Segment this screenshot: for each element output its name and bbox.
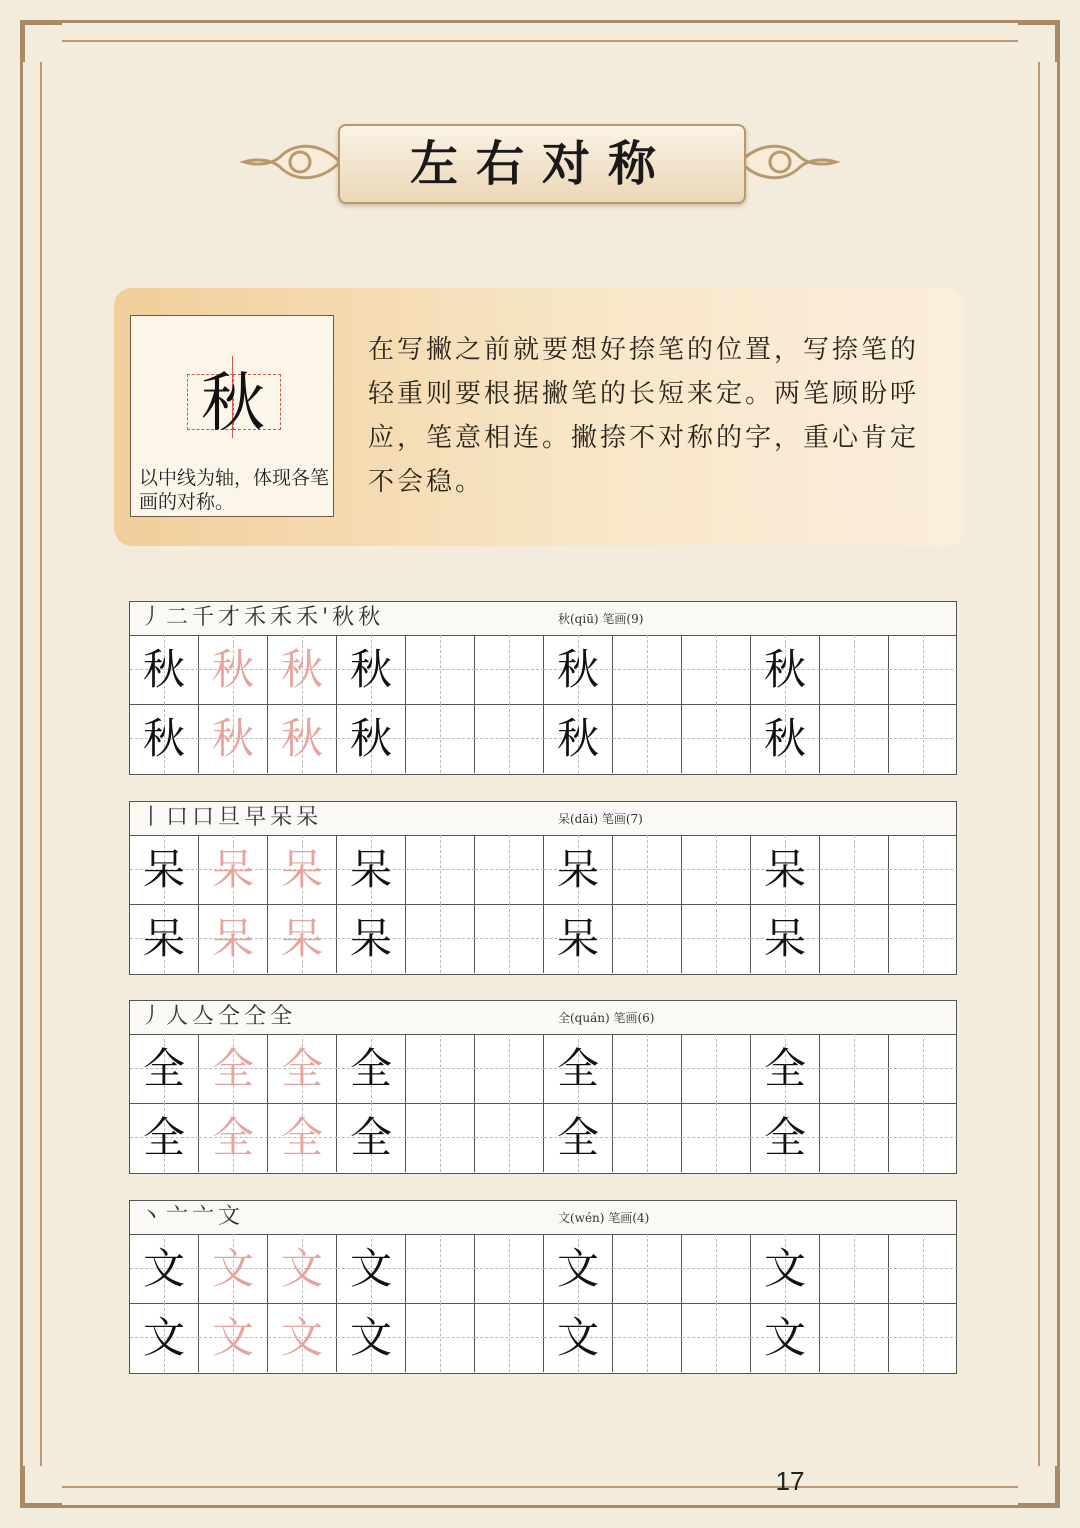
stroke-step: 才	[218, 605, 245, 630]
grid-cell[interactable]	[199, 835, 268, 904]
stroke-step: 呆	[296, 805, 323, 830]
page-title: 左右对称	[409, 136, 674, 192]
grid-cell[interactable]	[544, 704, 613, 773]
grid-cell[interactable]	[682, 1303, 751, 1372]
grid-cell[interactable]	[406, 635, 475, 704]
practice-block	[129, 801, 957, 975]
stroke-step: 丶	[140, 1204, 167, 1229]
example-character: 秋	[201, 367, 265, 441]
model-character: 文	[142, 1244, 185, 1293]
practice-row	[130, 835, 956, 905]
title-banner	[240, 112, 840, 212]
grid-cell[interactable]	[544, 904, 613, 973]
model-character: 文	[556, 1313, 599, 1362]
grid-cell[interactable]	[130, 704, 199, 773]
cell-guide-horizontal	[475, 1068, 544, 1069]
grid-cell[interactable]	[268, 635, 337, 704]
grid-cell[interactable]	[544, 1103, 613, 1172]
stroke-step: 文	[218, 1204, 245, 1229]
stroke-step: 早	[244, 805, 271, 830]
grid-cell[interactable]	[406, 1234, 475, 1303]
trace-character: 秋	[280, 714, 323, 763]
cell-guide-horizontal	[475, 738, 544, 739]
model-character: 全	[349, 1044, 392, 1093]
stroke-step: 丿	[140, 605, 167, 630]
trace-character: 呆	[211, 914, 254, 963]
practice-grid	[130, 835, 956, 973]
grid-cell[interactable]	[820, 1234, 889, 1303]
grid-cell[interactable]	[406, 835, 475, 904]
grid-cell[interactable]	[199, 635, 268, 704]
stroke-step: 丨	[140, 805, 167, 830]
trace-character: 全	[211, 1044, 254, 1093]
cell-guide-horizontal	[406, 869, 475, 870]
model-character: 秋	[763, 645, 806, 694]
stroke-order-header	[130, 602, 956, 636]
page-number: 17	[775, 1466, 805, 1496]
cell-guide-horizontal	[613, 869, 682, 870]
model-character: 全	[763, 1113, 806, 1162]
grid-cell[interactable]	[820, 904, 889, 973]
pinyin-stroke-count: 全(quán) 笔画(6)	[558, 1011, 655, 1025]
stroke-step: 呆	[270, 805, 297, 830]
grid-cell[interactable]	[337, 704, 406, 773]
grid-cell[interactable]	[682, 704, 751, 773]
grid-cell[interactable]	[406, 1303, 475, 1372]
grid-cell[interactable]	[337, 1234, 406, 1303]
grid-cell[interactable]	[613, 635, 682, 704]
cell-guide-horizontal	[889, 738, 958, 739]
practice-row	[130, 635, 956, 705]
grid-cell[interactable]	[337, 904, 406, 973]
grid-cell[interactable]	[475, 835, 544, 904]
grid-cell[interactable]	[544, 1034, 613, 1103]
practice-block	[129, 1200, 957, 1374]
practice-block	[129, 601, 957, 775]
trace-character: 文	[211, 1244, 254, 1293]
grid-cell[interactable]	[130, 1103, 199, 1172]
grid-cell[interactable]	[544, 1234, 613, 1303]
grid-cell[interactable]	[889, 635, 958, 704]
cell-guide-horizontal	[406, 738, 475, 739]
stroke-step: 口	[166, 805, 193, 830]
grid-cell[interactable]	[820, 1103, 889, 1172]
cell-guide-horizontal	[613, 1137, 682, 1138]
cell-guide-horizontal	[889, 1068, 958, 1069]
stroke-order-sequence	[140, 604, 384, 632]
grid-cell[interactable]	[475, 1303, 544, 1372]
model-character: 文	[349, 1244, 392, 1293]
cell-guide-horizontal	[406, 669, 475, 670]
grid-cell[interactable]	[268, 835, 337, 904]
grid-cell[interactable]	[337, 1303, 406, 1372]
stroke-step: 人	[166, 1004, 193, 1029]
grid-cell[interactable]	[268, 704, 337, 773]
practice-grid	[130, 635, 956, 773]
stroke-step: 亠	[166, 1204, 193, 1229]
grid-cell[interactable]	[475, 704, 544, 773]
model-character: 全	[142, 1044, 185, 1093]
stroke-step: 仝	[244, 1004, 271, 1029]
grid-cell[interactable]	[889, 704, 958, 773]
grid-cell[interactable]	[682, 1034, 751, 1103]
model-character: 全	[763, 1044, 806, 1093]
model-character: 秋	[556, 645, 599, 694]
grid-cell[interactable]	[820, 635, 889, 704]
grid-cell[interactable]	[337, 635, 406, 704]
model-character: 呆	[142, 845, 185, 894]
corner-ornament	[22, 1466, 62, 1506]
model-character: 呆	[349, 845, 392, 894]
example-box	[130, 315, 334, 517]
model-character: 文	[556, 1244, 599, 1293]
grid-cell[interactable]	[475, 1103, 544, 1172]
cell-guide-horizontal	[406, 1137, 475, 1138]
stroke-step: 秋	[332, 605, 359, 630]
practice-block	[129, 1000, 957, 1174]
example-note: 以中线为轴，体现各笔画的对称。	[139, 467, 330, 513]
grid-cell[interactable]	[751, 1234, 820, 1303]
grid-cell[interactable]	[613, 1034, 682, 1103]
pinyin-stroke-count: 秋(qiū) 笔画(9)	[558, 612, 644, 626]
cell-guide-horizontal	[820, 1337, 889, 1338]
cell-guide-horizontal	[820, 669, 889, 670]
cell-guide-horizontal	[889, 1137, 958, 1138]
cell-guide-horizontal	[613, 1268, 682, 1269]
grid-cell[interactable]	[613, 704, 682, 773]
model-character: 秋	[349, 714, 392, 763]
cell-guide-horizontal	[475, 1337, 544, 1338]
practice-row	[130, 1234, 956, 1304]
trace-character: 呆	[280, 845, 323, 894]
grid-cell[interactable]	[268, 1234, 337, 1303]
stroke-step: 仝	[218, 1004, 245, 1029]
grid-cell[interactable]	[682, 1234, 751, 1303]
cell-guide-horizontal	[613, 669, 682, 670]
grid-cell[interactable]	[199, 1034, 268, 1103]
stroke-step: 秋	[358, 605, 385, 630]
stroke-step: 旦	[218, 805, 245, 830]
grid-cell[interactable]	[820, 835, 889, 904]
grid-cell[interactable]	[613, 1234, 682, 1303]
grid-cell[interactable]	[544, 635, 613, 704]
grid-cell[interactable]	[406, 1103, 475, 1172]
info-panel	[114, 288, 964, 546]
cell-guide-horizontal	[889, 869, 958, 870]
grid-cell[interactable]	[337, 1103, 406, 1172]
cell-guide-horizontal	[406, 1337, 475, 1338]
grid-cell[interactable]	[406, 904, 475, 973]
cell-guide-horizontal	[406, 1268, 475, 1269]
grid-cell[interactable]	[475, 1234, 544, 1303]
grid-cell[interactable]	[268, 1034, 337, 1103]
grid-cell[interactable]	[406, 704, 475, 773]
cell-guide-horizontal	[682, 1068, 751, 1069]
practice-row	[130, 1103, 956, 1172]
grid-cell[interactable]	[682, 835, 751, 904]
stroke-step: 禾	[244, 605, 271, 630]
practice-grid	[130, 1234, 956, 1372]
cell-guide-horizontal	[889, 1337, 958, 1338]
grid-cell[interactable]	[820, 1303, 889, 1372]
grid-cell[interactable]	[751, 704, 820, 773]
model-character: 秋	[142, 714, 185, 763]
grid-cell[interactable]	[337, 835, 406, 904]
grid-cell[interactable]	[751, 1103, 820, 1172]
grid-cell[interactable]	[613, 1103, 682, 1172]
model-character: 呆	[763, 845, 806, 894]
model-character: 呆	[556, 845, 599, 894]
trace-character: 秋	[211, 645, 254, 694]
grid-cell[interactable]	[889, 1234, 958, 1303]
grid-cell[interactable]	[613, 1303, 682, 1372]
grid-cell[interactable]	[337, 1034, 406, 1103]
grid-cell[interactable]	[682, 1103, 751, 1172]
grid-cell[interactable]	[751, 904, 820, 973]
grid-cell[interactable]	[682, 904, 751, 973]
grid-cell[interactable]	[820, 1034, 889, 1103]
cell-guide-horizontal	[820, 869, 889, 870]
cell-guide-horizontal	[682, 938, 751, 939]
grid-cell[interactable]	[889, 1303, 958, 1372]
grid-cell[interactable]	[613, 835, 682, 904]
grid-cell[interactable]	[130, 1303, 199, 1372]
stroke-order-sequence	[140, 1003, 296, 1031]
practice-grid	[130, 1034, 956, 1172]
grid-cell[interactable]	[820, 704, 889, 773]
stroke-order-header	[130, 802, 956, 836]
trace-character: 呆	[280, 914, 323, 963]
corner-ornament	[1018, 22, 1058, 62]
trace-character: 呆	[211, 845, 254, 894]
model-character: 全	[142, 1113, 185, 1162]
stroke-order-sequence	[140, 804, 322, 832]
model-character: 全	[556, 1113, 599, 1162]
trace-character: 全	[211, 1113, 254, 1162]
grid-cell[interactable]	[889, 1103, 958, 1172]
model-character: 全	[349, 1113, 392, 1162]
cell-guide-horizontal	[820, 738, 889, 739]
corner-ornament	[1018, 1466, 1058, 1506]
grid-cell[interactable]	[268, 904, 337, 973]
cell-guide-horizontal	[682, 1337, 751, 1338]
trace-character: 全	[280, 1044, 323, 1093]
cell-guide-horizontal	[475, 1137, 544, 1138]
cell-guide-horizontal	[613, 1337, 682, 1338]
cell-guide-horizontal	[406, 938, 475, 939]
cell-guide-horizontal	[682, 1268, 751, 1269]
grid-cell[interactable]	[199, 904, 268, 973]
practice-row	[130, 704, 956, 773]
trace-character: 文	[280, 1244, 323, 1293]
model-character: 文	[349, 1313, 392, 1362]
grid-cell[interactable]	[130, 904, 199, 973]
grid-cell[interactable]	[682, 635, 751, 704]
model-character: 文	[142, 1313, 185, 1362]
stroke-step: 禾	[270, 605, 297, 630]
grid-cell[interactable]	[889, 904, 958, 973]
grid-cell[interactable]	[130, 635, 199, 704]
cell-guide-horizontal	[820, 1068, 889, 1069]
cell-guide-horizontal	[613, 938, 682, 939]
stroke-order-header	[130, 1201, 956, 1235]
grid-cell[interactable]	[751, 1303, 820, 1372]
model-character: 秋	[556, 714, 599, 763]
corner-ornament	[22, 22, 62, 62]
cell-guide-horizontal	[613, 738, 682, 739]
model-character: 秋	[349, 645, 392, 694]
cell-guide-horizontal	[820, 938, 889, 939]
grid-cell[interactable]	[751, 635, 820, 704]
grid-cell[interactable]	[475, 1034, 544, 1103]
practice-row	[130, 1034, 956, 1104]
grid-cell[interactable]	[475, 635, 544, 704]
model-character: 呆	[763, 914, 806, 963]
practice-row	[130, 904, 956, 973]
grid-cell[interactable]	[889, 1034, 958, 1103]
cell-guide-horizontal	[475, 669, 544, 670]
stroke-step: 亼	[192, 1004, 219, 1029]
stroke-order-sequence	[140, 1203, 244, 1231]
grid-cell[interactable]	[406, 1034, 475, 1103]
cell-guide-horizontal	[889, 1268, 958, 1269]
model-character: 全	[556, 1044, 599, 1093]
pinyin-stroke-count: 呆(dāi) 笔画(7)	[558, 812, 643, 826]
grid-cell[interactable]	[544, 1303, 613, 1372]
practice-row	[130, 1303, 956, 1372]
grid-cell[interactable]	[199, 1303, 268, 1372]
title-box	[338, 124, 746, 204]
cell-guide-horizontal	[889, 938, 958, 939]
cell-guide-horizontal	[682, 738, 751, 739]
trace-character: 文	[211, 1313, 254, 1362]
cell-guide-horizontal	[475, 869, 544, 870]
trace-character: 全	[280, 1113, 323, 1162]
model-character: 秋	[142, 645, 185, 694]
grid-cell[interactable]	[130, 1034, 199, 1103]
trace-character: 文	[280, 1313, 323, 1362]
cell-guide-horizontal	[820, 1268, 889, 1269]
cell-guide-horizontal	[682, 1137, 751, 1138]
model-character: 文	[763, 1313, 806, 1362]
grid-cell[interactable]	[544, 835, 613, 904]
cell-guide-horizontal	[889, 669, 958, 670]
model-character: 呆	[556, 914, 599, 963]
cell-guide-horizontal	[406, 1068, 475, 1069]
cell-guide-horizontal	[475, 938, 544, 939]
grid-cell[interactable]	[268, 1103, 337, 1172]
grid-cell[interactable]	[889, 835, 958, 904]
stroke-step: 二	[166, 605, 193, 630]
cell-guide-horizontal	[820, 1137, 889, 1138]
grid-cell[interactable]	[613, 904, 682, 973]
stroke-step: 全	[270, 1004, 297, 1029]
stroke-step: 丿	[140, 1004, 167, 1029]
grid-cell[interactable]	[199, 1234, 268, 1303]
model-character: 文	[763, 1244, 806, 1293]
pinyin-stroke-count: 文(wén) 笔画(4)	[558, 1211, 650, 1225]
trace-character: 秋	[211, 714, 254, 763]
stroke-step: 口	[192, 805, 219, 830]
grid-cell[interactable]	[751, 1034, 820, 1103]
cell-guide-horizontal	[475, 1268, 544, 1269]
technique-description: 在写撇之前就要想好捺笔的位置，写捺笔的轻重则要根据撇笔的长短来定。两笔顾盼呼应，笔意相连。撇捺不对称的字，重心肯定不会稳。	[368, 335, 920, 497]
model-character: 呆	[142, 914, 185, 963]
model-character: 秋	[763, 714, 806, 763]
trace-character: 秋	[280, 645, 323, 694]
cell-guide-horizontal	[682, 669, 751, 670]
cell-guide-horizontal	[682, 869, 751, 870]
grid-cell[interactable]	[751, 835, 820, 904]
stroke-step: 千	[192, 605, 219, 630]
grid-cell[interactable]	[199, 704, 268, 773]
grid-cell[interactable]	[199, 1103, 268, 1172]
stroke-step: 亠	[192, 1204, 219, 1229]
grid-cell[interactable]	[475, 904, 544, 973]
model-character: 呆	[349, 914, 392, 963]
grid-cell[interactable]	[268, 1303, 337, 1372]
grid-cell[interactable]	[130, 1234, 199, 1303]
grid-cell[interactable]	[130, 835, 199, 904]
stroke-order-header	[130, 1001, 956, 1035]
cell-guide-horizontal	[613, 1068, 682, 1069]
stroke-step: 禾'	[296, 605, 333, 630]
